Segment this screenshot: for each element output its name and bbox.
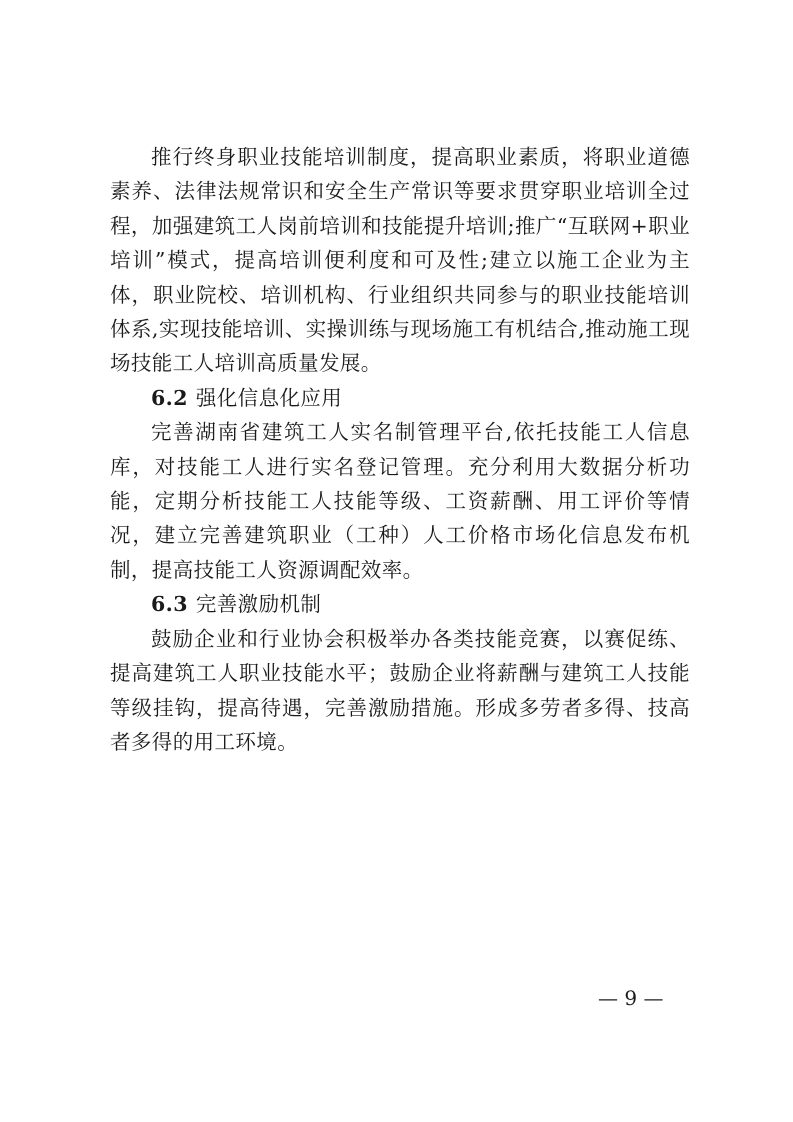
paragraph-incentives: 鼓励企业和行业协会积极举办各类技能竞赛，以赛促练、提高建筑工人职业技能水平；鼓励企业将薪酬与建筑工人技能等级挂钩，提高待遇，完善激励措施。形成多劳者多得、技高者多得的用工环境。 (110, 626, 690, 754)
paragraph-training: 推行终身职业技能培训制度，提高职业素质，将职业道德素养、法律法规常识和安全生产常识等要求贯穿职业培训全过程，加强建筑工人岗前培训和技能提升培训;推广“互联网+职业培训”模式，提高培训便利度和可及性;建立以施工企业为主体，职业院校、培训机构、行业组织共同参与的职业技能培训体系,实现技能培训、实操训练与现场施工有机结合,推动施工现场技能工人培训高质量发展。 (110, 145, 690, 376)
section-number: 6.3 (151, 592, 188, 617)
document-body (110, 140, 690, 759)
section-title: 完善激励机制 (195, 592, 322, 617)
section-title: 强化信息化应用 (195, 385, 343, 410)
section-heading-6-2 (110, 381, 690, 415)
section-number: 6.2 (151, 385, 188, 410)
paragraph-informatization: 完善湖南省建筑工人实名制管理平台,依托技能工人信息库，对技能工人进行实名登记管理。充分利用大数据分析功能，定期分析技能工人技能等级、工资薪酬、用工评价等情况，建立完善建筑职业（工种）人工价格市场化信息发布机制，提高技能工人资源调配效率。 (110, 420, 690, 582)
page-number: — 9 — (598, 986, 664, 1010)
section-heading-6-3 (110, 587, 690, 621)
